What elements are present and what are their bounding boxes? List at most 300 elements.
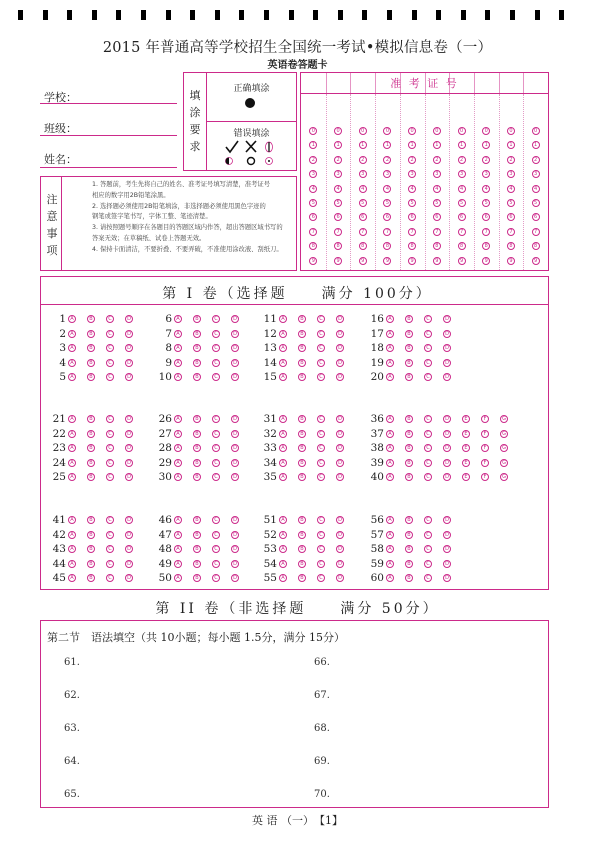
answer-bubble[interactable]: B [193, 344, 201, 352]
answer-bubble[interactable]: G [500, 430, 508, 438]
exam-digit-bubble[interactable]: 4 [507, 185, 515, 193]
answer-bubble[interactable]: D [336, 430, 344, 438]
exam-digit-bubble[interactable]: 1 [458, 141, 466, 149]
answer-bubble[interactable]: C [212, 444, 220, 452]
answer-bubble[interactable]: B [193, 516, 201, 524]
answer-bubble[interactable]: B [405, 415, 413, 423]
answer-line-number[interactable]: 61. [64, 657, 80, 668]
answer-bubble[interactable]: D [231, 444, 239, 452]
exam-digit-bubble[interactable]: 3 [433, 170, 441, 178]
answer-bubble[interactable]: C [424, 516, 432, 524]
answer-bubble[interactable]: C [106, 545, 114, 553]
exam-digit-bubble[interactable]: 8 [458, 242, 466, 250]
answer-bubble[interactable]: A [68, 545, 76, 553]
answer-bubble[interactable]: A [174, 430, 182, 438]
exam-digit-bubble[interactable]: 9 [507, 257, 515, 265]
answer-bubble[interactable]: A [386, 430, 394, 438]
answer-bubble[interactable]: B [405, 430, 413, 438]
answer-bubble[interactable]: B [87, 459, 95, 467]
answer-bubble[interactable]: B [298, 430, 306, 438]
exam-digit-bubble[interactable]: 5 [408, 199, 416, 207]
answer-bubble[interactable]: D [336, 315, 344, 323]
exam-digit-bubble[interactable]: 3 [458, 170, 466, 178]
exam-digit-bubble[interactable]: 6 [458, 213, 466, 221]
answer-bubble[interactable]: C [424, 359, 432, 367]
exam-digit-bubble[interactable]: 4 [359, 185, 367, 193]
answer-bubble[interactable]: G [500, 459, 508, 467]
answer-bubble[interactable]: D [125, 459, 133, 467]
exam-digit-bubble[interactable]: 7 [482, 228, 490, 236]
answer-bubble[interactable]: D [125, 560, 133, 568]
answer-bubble[interactable]: D [125, 315, 133, 323]
answer-bubble[interactable]: B [298, 373, 306, 381]
answer-bubble[interactable]: D [231, 415, 239, 423]
exam-digit-input[interactable] [326, 73, 351, 94]
exam-digit-bubble[interactable]: 4 [334, 185, 342, 193]
exam-digit-bubble[interactable]: 4 [482, 185, 490, 193]
answer-bubble[interactable]: B [405, 574, 413, 582]
answer-bubble[interactable]: C [317, 359, 325, 367]
answer-bubble[interactable]: D [443, 444, 451, 452]
exam-digit-bubble[interactable]: 3 [532, 170, 540, 178]
answer-bubble[interactable]: A [68, 459, 76, 467]
answer-bubble[interactable]: C [212, 459, 220, 467]
answer-bubble[interactable]: B [193, 373, 201, 381]
exam-digit-bubble[interactable]: 5 [359, 199, 367, 207]
answer-bubble[interactable]: A [174, 330, 182, 338]
answer-bubble[interactable]: C [212, 560, 220, 568]
answer-bubble[interactable]: D [336, 330, 344, 338]
exam-digit-bubble[interactable]: 8 [408, 242, 416, 250]
answer-bubble[interactable]: D [336, 545, 344, 553]
answer-bubble[interactable]: C [317, 330, 325, 338]
answer-bubble[interactable]: D [125, 444, 133, 452]
answer-bubble[interactable]: D [231, 516, 239, 524]
answer-bubble[interactable]: B [87, 516, 95, 524]
answer-bubble[interactable]: B [87, 444, 95, 452]
exam-digit-bubble[interactable]: 0 [482, 127, 490, 135]
exam-digit-bubble[interactable]: 6 [433, 213, 441, 221]
answer-bubble[interactable]: A [174, 545, 182, 553]
answer-bubble[interactable]: A [68, 560, 76, 568]
exam-digit-bubble[interactable]: 7 [507, 228, 515, 236]
answer-bubble[interactable]: C [317, 531, 325, 539]
answer-bubble[interactable]: A [386, 545, 394, 553]
answer-bubble[interactable]: A [279, 330, 287, 338]
answer-bubble[interactable]: B [87, 430, 95, 438]
answer-bubble[interactable]: D [336, 415, 344, 423]
answer-line-number[interactable]: 67. [314, 690, 330, 701]
answer-bubble[interactable]: D [443, 574, 451, 582]
exam-digit-bubble[interactable]: 5 [383, 199, 391, 207]
answer-bubble[interactable]: A [68, 531, 76, 539]
answer-bubble[interactable]: B [87, 373, 95, 381]
answer-bubble[interactable]: C [424, 459, 432, 467]
answer-bubble[interactable]: B [87, 330, 95, 338]
answer-bubble[interactable]: G [500, 415, 508, 423]
answer-bubble[interactable]: A [279, 560, 287, 568]
answer-bubble[interactable]: F [481, 459, 489, 467]
answer-bubble[interactable]: D [231, 574, 239, 582]
exam-digit-bubble[interactable]: 1 [383, 141, 391, 149]
exam-digit-bubble[interactable]: 2 [482, 156, 490, 164]
answer-bubble[interactable]: D [125, 330, 133, 338]
answer-bubble[interactable]: A [279, 415, 287, 423]
answer-bubble[interactable]: D [125, 545, 133, 553]
exam-digit-bubble[interactable]: 7 [334, 228, 342, 236]
answer-bubble[interactable]: D [443, 560, 451, 568]
answer-bubble[interactable]: B [298, 545, 306, 553]
exam-digit-bubble[interactable]: 4 [309, 185, 317, 193]
answer-bubble[interactable]: C [317, 444, 325, 452]
answer-bubble[interactable]: C [424, 373, 432, 381]
answer-bubble[interactable]: D [336, 359, 344, 367]
answer-bubble[interactable]: A [386, 344, 394, 352]
answer-bubble[interactable]: C [317, 545, 325, 553]
answer-bubble[interactable]: A [174, 459, 182, 467]
exam-digit-bubble[interactable]: 2 [458, 156, 466, 164]
exam-digit-bubble[interactable]: 2 [433, 156, 441, 164]
exam-digit-bubble[interactable]: 8 [334, 242, 342, 250]
exam-digit-bubble[interactable]: 1 [408, 141, 416, 149]
answer-bubble[interactable]: B [193, 330, 201, 338]
answer-line-number[interactable]: 66. [314, 657, 330, 668]
exam-digit-bubble[interactable]: 2 [309, 156, 317, 164]
answer-bubble[interactable]: A [386, 574, 394, 582]
exam-digit-bubble[interactable]: 7 [408, 228, 416, 236]
answer-bubble[interactable]: B [298, 359, 306, 367]
answer-bubble[interactable]: A [174, 315, 182, 323]
answer-bubble[interactable]: B [298, 444, 306, 452]
exam-digit-bubble[interactable]: 6 [359, 213, 367, 221]
answer-bubble[interactable]: D [231, 344, 239, 352]
answer-bubble[interactable]: B [193, 430, 201, 438]
exam-digit-input[interactable] [425, 73, 450, 94]
answer-bubble[interactable]: F [481, 444, 489, 452]
answer-bubble[interactable]: C [212, 330, 220, 338]
answer-bubble[interactable]: A [386, 531, 394, 539]
exam-digit-bubble[interactable]: 9 [458, 257, 466, 265]
answer-bubble[interactable]: D [231, 560, 239, 568]
answer-bubble[interactable]: A [279, 545, 287, 553]
answer-bubble[interactable]: B [298, 531, 306, 539]
exam-digit-bubble[interactable]: 9 [532, 257, 540, 265]
answer-bubble[interactable]: A [68, 574, 76, 582]
exam-digit-bubble[interactable]: 9 [482, 257, 490, 265]
answer-line-number[interactable]: 69. [314, 756, 330, 767]
answer-bubble[interactable]: F [481, 415, 489, 423]
answer-bubble[interactable]: D [125, 359, 133, 367]
answer-bubble[interactable]: F [481, 430, 489, 438]
answer-bubble[interactable]: A [386, 415, 394, 423]
exam-digit-bubble[interactable]: 2 [334, 156, 342, 164]
answer-line-number[interactable]: 64. [64, 756, 80, 767]
exam-digit-bubble[interactable]: 5 [507, 199, 515, 207]
answer-bubble[interactable]: A [279, 373, 287, 381]
exam-digit-input[interactable] [474, 73, 499, 94]
exam-digit-input[interactable] [449, 73, 474, 94]
answer-bubble[interactable]: C [424, 473, 432, 481]
exam-digit-bubble[interactable]: 4 [532, 185, 540, 193]
answer-bubble[interactable]: A [279, 430, 287, 438]
exam-digit-bubble[interactable]: 3 [383, 170, 391, 178]
answer-bubble[interactable]: C [106, 459, 114, 467]
answer-bubble[interactable]: D [443, 531, 451, 539]
answer-bubble[interactable]: A [386, 473, 394, 481]
exam-digit-bubble[interactable]: 2 [383, 156, 391, 164]
exam-digit-bubble[interactable]: 0 [309, 127, 317, 135]
answer-line-number[interactable]: 65. [64, 789, 80, 800]
answer-bubble[interactable]: G [500, 444, 508, 452]
answer-bubble[interactable]: D [231, 531, 239, 539]
answer-bubble[interactable]: B [405, 444, 413, 452]
answer-bubble[interactable]: C [212, 430, 220, 438]
answer-bubble[interactable]: C [212, 373, 220, 381]
answer-bubble[interactable]: B [298, 315, 306, 323]
answer-bubble[interactable]: A [68, 359, 76, 367]
answer-bubble[interactable]: D [125, 344, 133, 352]
answer-bubble[interactable]: D [125, 473, 133, 481]
exam-digit-bubble[interactable]: 6 [507, 213, 515, 221]
answer-bubble[interactable]: A [68, 344, 76, 352]
answer-bubble[interactable]: D [336, 444, 344, 452]
answer-bubble[interactable]: D [231, 359, 239, 367]
exam-digit-bubble[interactable]: 8 [433, 242, 441, 250]
answer-bubble[interactable]: B [405, 359, 413, 367]
answer-bubble[interactable]: B [87, 545, 95, 553]
answer-bubble[interactable]: F [481, 473, 489, 481]
answer-line-number[interactable]: 68. [314, 723, 330, 734]
answer-bubble[interactable]: C [317, 430, 325, 438]
answer-bubble[interactable]: D [443, 330, 451, 338]
answer-bubble[interactable]: B [193, 473, 201, 481]
answer-bubble[interactable]: B [405, 516, 413, 524]
exam-digit-bubble[interactable]: 9 [383, 257, 391, 265]
answer-bubble[interactable]: B [298, 459, 306, 467]
answer-bubble[interactable]: D [443, 315, 451, 323]
exam-digit-bubble[interactable]: 8 [482, 242, 490, 250]
answer-bubble[interactable]: C [106, 344, 114, 352]
answer-bubble[interactable]: A [174, 473, 182, 481]
answer-bubble[interactable]: C [424, 344, 432, 352]
answer-bubble[interactable]: C [317, 344, 325, 352]
answer-bubble[interactable]: D [125, 373, 133, 381]
answer-bubble[interactable]: C [212, 473, 220, 481]
exam-digit-bubble[interactable]: 8 [383, 242, 391, 250]
answer-bubble[interactable]: D [443, 359, 451, 367]
answer-bubble[interactable]: D [231, 373, 239, 381]
answer-bubble[interactable]: D [443, 344, 451, 352]
answer-bubble[interactable]: B [193, 315, 201, 323]
school-field[interactable] [40, 103, 177, 104]
answer-bubble[interactable]: D [231, 545, 239, 553]
exam-digit-bubble[interactable]: 0 [507, 127, 515, 135]
answer-bubble[interactable]: A [279, 459, 287, 467]
answer-bubble[interactable]: E [462, 430, 470, 438]
answer-bubble[interactable]: B [87, 531, 95, 539]
answer-bubble[interactable]: D [443, 516, 451, 524]
answer-bubble[interactable]: C [424, 574, 432, 582]
answer-bubble[interactable]: B [87, 415, 95, 423]
answer-bubble[interactable]: A [279, 444, 287, 452]
exam-digit-input[interactable] [499, 73, 524, 94]
exam-digit-bubble[interactable]: 1 [532, 141, 540, 149]
answer-bubble[interactable]: B [87, 574, 95, 582]
answer-bubble[interactable]: B [405, 545, 413, 553]
exam-digit-bubble[interactable]: 5 [532, 199, 540, 207]
answer-bubble[interactable]: C [106, 330, 114, 338]
exam-digit-bubble[interactable]: 7 [532, 228, 540, 236]
answer-bubble[interactable]: A [174, 560, 182, 568]
exam-digit-bubble[interactable]: 2 [532, 156, 540, 164]
answer-bubble[interactable]: D [125, 516, 133, 524]
exam-digit-bubble[interactable]: 7 [383, 228, 391, 236]
answer-bubble[interactable]: C [106, 430, 114, 438]
answer-bubble[interactable]: C [424, 531, 432, 539]
exam-digit-bubble[interactable]: 1 [334, 141, 342, 149]
exam-digit-bubble[interactable]: 8 [359, 242, 367, 250]
answer-bubble[interactable]: B [298, 415, 306, 423]
exam-digit-bubble[interactable]: 3 [309, 170, 317, 178]
answer-bubble[interactable]: C [424, 315, 432, 323]
exam-digit-bubble[interactable]: 8 [532, 242, 540, 250]
exam-digit-bubble[interactable]: 3 [334, 170, 342, 178]
answer-bubble[interactable]: B [298, 473, 306, 481]
answer-bubble[interactable]: B [193, 459, 201, 467]
exam-digit-bubble[interactable]: 0 [433, 127, 441, 135]
exam-digit-bubble[interactable]: 5 [334, 199, 342, 207]
answer-bubble[interactable]: C [106, 415, 114, 423]
exam-digit-bubble[interactable]: 4 [383, 185, 391, 193]
answer-bubble[interactable]: C [106, 373, 114, 381]
exam-digit-bubble[interactable]: 7 [433, 228, 441, 236]
answer-bubble[interactable]: D [231, 330, 239, 338]
answer-bubble[interactable]: G [500, 473, 508, 481]
answer-bubble[interactable]: B [193, 574, 201, 582]
answer-bubble[interactable]: E [462, 459, 470, 467]
answer-bubble[interactable]: A [174, 444, 182, 452]
answer-bubble[interactable]: B [405, 344, 413, 352]
answer-bubble[interactable]: A [279, 531, 287, 539]
answer-bubble[interactable]: A [279, 574, 287, 582]
answer-bubble[interactable]: C [424, 430, 432, 438]
answer-bubble[interactable]: C [212, 516, 220, 524]
answer-line-number[interactable]: 70. [314, 789, 330, 800]
answer-bubble[interactable]: C [317, 560, 325, 568]
answer-bubble[interactable]: B [193, 415, 201, 423]
answer-bubble[interactable]: B [193, 560, 201, 568]
answer-bubble[interactable]: B [405, 560, 413, 568]
answer-bubble[interactable]: C [424, 545, 432, 553]
exam-digit-bubble[interactable]: 2 [507, 156, 515, 164]
answer-bubble[interactable]: A [174, 415, 182, 423]
answer-bubble[interactable]: B [193, 531, 201, 539]
exam-digit-bubble[interactable]: 5 [482, 199, 490, 207]
answer-bubble[interactable]: E [462, 473, 470, 481]
answer-bubble[interactable]: D [336, 531, 344, 539]
answer-bubble[interactable]: A [174, 516, 182, 524]
answer-bubble[interactable]: D [336, 344, 344, 352]
answer-bubble[interactable]: A [386, 516, 394, 524]
answer-bubble[interactable]: B [298, 560, 306, 568]
exam-digit-bubble[interactable]: 1 [482, 141, 490, 149]
exam-digit-input[interactable] [523, 73, 548, 94]
answer-bubble[interactable]: A [68, 373, 76, 381]
answer-bubble[interactable]: B [193, 444, 201, 452]
answer-bubble[interactable]: D [336, 516, 344, 524]
answer-bubble[interactable]: B [87, 315, 95, 323]
answer-bubble[interactable]: B [405, 531, 413, 539]
answer-bubble[interactable]: D [443, 430, 451, 438]
exam-digit-bubble[interactable]: 8 [507, 242, 515, 250]
answer-bubble[interactable]: D [443, 373, 451, 381]
exam-digit-bubble[interactable]: 5 [433, 199, 441, 207]
answer-bubble[interactable]: A [68, 444, 76, 452]
exam-digit-bubble[interactable]: 6 [383, 213, 391, 221]
answer-bubble[interactable]: B [405, 330, 413, 338]
answer-bubble[interactable]: C [106, 574, 114, 582]
exam-digit-bubble[interactable]: 0 [532, 127, 540, 135]
answer-bubble[interactable]: B [405, 459, 413, 467]
answer-bubble[interactable]: C [212, 315, 220, 323]
exam-digit-bubble[interactable]: 9 [334, 257, 342, 265]
exam-digit-bubble[interactable]: 0 [383, 127, 391, 135]
answer-bubble[interactable]: A [279, 315, 287, 323]
answer-bubble[interactable]: A [386, 459, 394, 467]
answer-bubble[interactable]: B [87, 473, 95, 481]
answer-bubble[interactable]: D [443, 415, 451, 423]
answer-bubble[interactable]: C [317, 315, 325, 323]
answer-bubble[interactable]: A [68, 415, 76, 423]
answer-bubble[interactable]: A [279, 473, 287, 481]
exam-digit-bubble[interactable]: 3 [408, 170, 416, 178]
answer-bubble[interactable]: D [443, 459, 451, 467]
answer-bubble[interactable]: C [317, 415, 325, 423]
class-field[interactable] [40, 135, 177, 136]
answer-bubble[interactable]: A [68, 473, 76, 481]
answer-bubble[interactable]: E [462, 444, 470, 452]
answer-bubble[interactable]: B [405, 373, 413, 381]
answer-bubble[interactable]: B [405, 315, 413, 323]
exam-digit-bubble[interactable]: 1 [433, 141, 441, 149]
exam-digit-bubble[interactable]: 7 [458, 228, 466, 236]
exam-digit-bubble[interactable]: 1 [309, 141, 317, 149]
answer-bubble[interactable]: D [336, 574, 344, 582]
answer-bubble[interactable]: D [125, 531, 133, 539]
answer-bubble[interactable]: C [212, 344, 220, 352]
exam-digit-bubble[interactable]: 0 [334, 127, 342, 135]
answer-bubble[interactable]: B [298, 516, 306, 524]
answer-bubble[interactable]: A [386, 560, 394, 568]
answer-bubble[interactable]: C [212, 415, 220, 423]
answer-bubble[interactable]: C [212, 545, 220, 553]
answer-bubble[interactable]: C [317, 459, 325, 467]
answer-bubble[interactable]: B [298, 574, 306, 582]
exam-digit-bubble[interactable]: 4 [408, 185, 416, 193]
answer-bubble[interactable]: A [68, 430, 76, 438]
answer-bubble[interactable]: B [87, 359, 95, 367]
exam-digit-input[interactable] [375, 73, 400, 94]
exam-digit-bubble[interactable]: 0 [408, 127, 416, 135]
answer-bubble[interactable]: D [231, 315, 239, 323]
answer-bubble[interactable]: D [336, 373, 344, 381]
answer-bubble[interactable]: A [279, 344, 287, 352]
answer-bubble[interactable]: B [405, 473, 413, 481]
exam-digit-input[interactable] [400, 73, 425, 94]
answer-bubble[interactable]: D [336, 459, 344, 467]
answer-bubble[interactable]: B [87, 344, 95, 352]
answer-bubble[interactable]: A [174, 344, 182, 352]
